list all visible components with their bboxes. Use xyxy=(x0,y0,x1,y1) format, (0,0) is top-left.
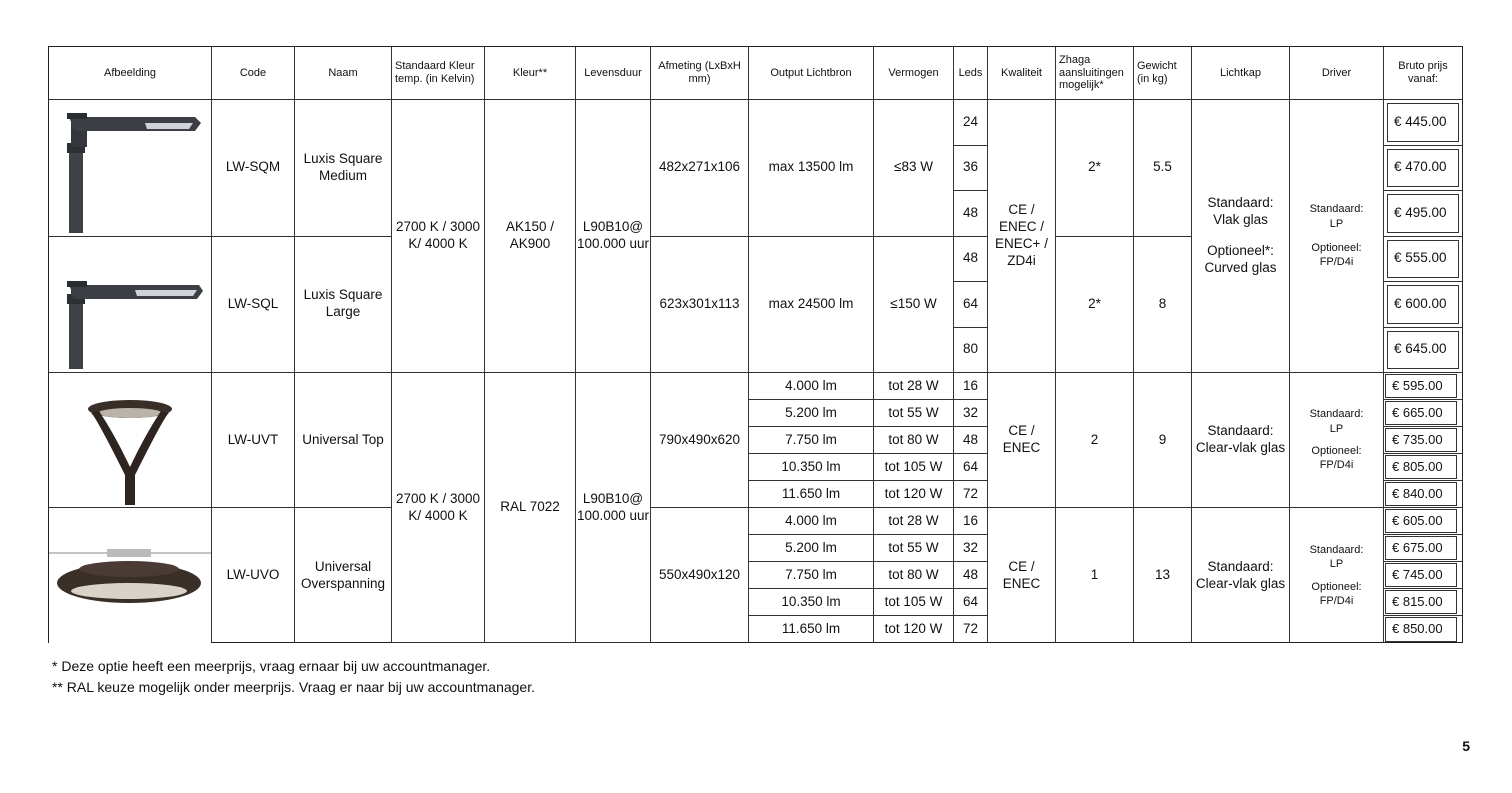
uvt-output-4: 10.350 lm xyxy=(749,454,874,481)
uvt-leds-5: 72 xyxy=(954,481,988,508)
sqm-vermogen: ≤83 W xyxy=(874,100,954,237)
uvt-image xyxy=(49,373,212,508)
product-table xyxy=(48,46,1463,643)
group2-kleurtemp: 2700 K / 3000 K/ 4000 K xyxy=(392,373,485,643)
uvo-vermogen-2: tot 55 W xyxy=(874,535,954,562)
uvt-price-5 xyxy=(1384,481,1462,508)
sql-zhaga: 2* xyxy=(1056,237,1134,374)
uvo-leds-2: 32 xyxy=(954,535,988,562)
sqm-leds-1: 24 xyxy=(954,100,988,146)
uvo-vermogen-3: tot 80 W xyxy=(874,562,954,589)
sqm-zhaga: 2* xyxy=(1056,100,1134,237)
uvo-leds-4: 64 xyxy=(954,589,988,616)
header-naam: Naam xyxy=(295,47,392,100)
uvo-output-5: 11.650 lm xyxy=(749,616,874,643)
price-value: € 470.00 xyxy=(1387,149,1459,188)
header-lichtkap: Lichtkap xyxy=(1192,47,1290,100)
uvo-vermogen-5: tot 120 W xyxy=(874,616,954,643)
uvt-driver xyxy=(1290,373,1384,508)
group1-levensduur: L90B10@ 100.000 uur xyxy=(576,100,651,373)
driver-standard: Standaard: LP xyxy=(1309,408,1364,435)
header-afmeting: Afmeting (LxBxH mm) xyxy=(651,47,749,100)
uvo-output-1: 4.000 lm xyxy=(749,508,874,535)
page-number: 5 xyxy=(1462,738,1470,754)
header-kleur: Kleur** xyxy=(485,47,576,100)
uvt-leds-1: 16 xyxy=(954,373,988,400)
price-value: € 645.00 xyxy=(1387,331,1459,370)
uvt-output-1: 4.000 lm xyxy=(749,373,874,400)
footnote-2: ** RAL keuze mogelijk onder meerprijs. Vraag er naar bij uw accountmanager. xyxy=(52,679,535,695)
sqm-afmeting: 482x271x106 xyxy=(651,100,749,237)
group1-kwaliteit: CE / ENEC / ENEC+ / ZD4i xyxy=(988,100,1056,373)
uvt-output-2: 5.200 lm xyxy=(749,400,874,427)
sql-price-3 xyxy=(1384,328,1462,374)
uvo-afmeting: 550x490x120 xyxy=(651,508,749,643)
sqm-gewicht: 5.5 xyxy=(1134,100,1192,237)
header-zhaga: Zhaga aansluitingen mogelijk* xyxy=(1056,47,1134,100)
sqm-leds-3: 48 xyxy=(954,191,988,237)
uvo-zhaga: 1 xyxy=(1056,508,1134,643)
header-kwaliteit: Kwaliteit xyxy=(988,47,1056,100)
uvt-leds-4: 64 xyxy=(954,454,988,481)
price-value: € 805.00 xyxy=(1385,455,1457,479)
price-value: € 745.00 xyxy=(1385,563,1457,587)
uvo-lichtkap: Standaard: Clear-vlak glas xyxy=(1192,508,1290,643)
sql-leds-2: 64 xyxy=(954,282,988,328)
price-value: € 665.00 xyxy=(1385,401,1457,425)
sql-afmeting: 623x301x113 xyxy=(651,237,749,374)
uvt-gewicht: 9 xyxy=(1134,373,1192,508)
price-value: € 445.00 xyxy=(1387,103,1459,142)
sqm-output: max 13500 lm xyxy=(749,100,874,237)
driver-standard: Standaard: LP xyxy=(1309,543,1364,571)
uvt-vermogen-5: tot 120 W xyxy=(874,481,954,508)
sql-code: LW-SQL xyxy=(212,237,295,374)
uvo-kwaliteit: CE / ENEC xyxy=(988,508,1056,643)
price-value: € 735.00 xyxy=(1385,428,1457,452)
uvt-lichtkap: Standaard: Clear-vlak glas xyxy=(1192,373,1290,508)
group1-kleur: AK150 / AK900 xyxy=(485,100,576,373)
header-levensduur: Levensduur xyxy=(576,47,651,100)
uvt-output-5: 11.650 lm xyxy=(749,481,874,508)
uvt-naam: Universal Top xyxy=(295,373,392,508)
price-value: € 815.00 xyxy=(1385,590,1457,614)
uvt-vermogen-3: tot 80 W xyxy=(874,427,954,454)
price-value: € 605.00 xyxy=(1385,509,1457,533)
sql-image xyxy=(49,237,212,374)
price-value: € 840.00 xyxy=(1385,482,1457,506)
header-leds: Leds xyxy=(954,47,988,100)
uvo-price-5 xyxy=(1384,616,1462,643)
uvt-kwaliteit: CE / ENEC xyxy=(988,373,1056,508)
price-value: € 595.00 xyxy=(1385,374,1457,398)
sqm-price-2 xyxy=(1384,146,1462,192)
driver-optional: Optioneel: FP/D4i xyxy=(1311,580,1362,607)
uvo-price-4 xyxy=(1384,589,1462,616)
price-value: € 555.00 xyxy=(1387,240,1459,279)
uvt-afmeting: 790x490x620 xyxy=(651,373,749,508)
sqm-price-1 xyxy=(1384,100,1462,146)
driver-optional: Optioneel: FP/D4i xyxy=(1311,242,1362,269)
sql-leds-1: 48 xyxy=(954,237,988,283)
sqm-naam: Luxis Square Medium xyxy=(295,100,392,237)
sql-vermogen: ≤150 W xyxy=(874,237,954,374)
lichtkap-optional: Optioneel*: Curved glas xyxy=(1204,243,1277,275)
header-afbeelding: Afbeelding xyxy=(49,47,212,100)
uvo-gewicht: 13 xyxy=(1134,508,1192,643)
sqm-image xyxy=(49,100,212,237)
driver-standard: Standaard: LP xyxy=(1309,203,1364,230)
header-vermogen: Vermogen xyxy=(874,47,954,100)
uvt-code: LW-UVT xyxy=(212,373,295,508)
lichtkap-standard: Standaard: Vlak glas xyxy=(1207,195,1274,228)
group1-lichtkap xyxy=(1192,100,1290,373)
uvt-zhaga: 2 xyxy=(1056,373,1134,508)
uvo-price-1 xyxy=(1384,508,1462,535)
group1-kleurtemp: 2700 K / 3000 K/ 4000 K xyxy=(392,100,485,373)
sql-output: max 24500 lm xyxy=(749,237,874,374)
header-code: Code xyxy=(212,47,295,100)
group1-driver xyxy=(1290,100,1384,373)
uvo-price-3 xyxy=(1384,562,1462,589)
price-value: € 495.00 xyxy=(1387,194,1459,233)
group2-levensduur: L90B10@ 100.000 uur xyxy=(576,373,651,643)
sql-gewicht: 8 xyxy=(1134,237,1192,374)
sql-leds-3: 80 xyxy=(954,328,988,374)
uvt-price-1 xyxy=(1384,373,1462,400)
uvt-vermogen-2: tot 55 W xyxy=(874,400,954,427)
driver-optional: Optioneel: FP/D4i xyxy=(1311,445,1362,472)
header-prijs: Bruto prijs vanaf: xyxy=(1384,47,1462,100)
uvo-price-2 xyxy=(1384,535,1462,562)
uvo-leds-5: 72 xyxy=(954,616,988,643)
uvt-leds-2: 32 xyxy=(954,400,988,427)
sqm-leds-2: 36 xyxy=(954,146,988,192)
sql-price-2 xyxy=(1384,282,1462,328)
uvt-output-3: 7.750 lm xyxy=(749,427,874,454)
price-value: € 850.00 xyxy=(1385,617,1457,642)
uvo-image xyxy=(49,508,212,643)
uvo-driver xyxy=(1290,508,1384,643)
price-value: € 675.00 xyxy=(1385,536,1457,560)
uvt-leds-3: 48 xyxy=(954,427,988,454)
footnote-1: * Deze optie heeft een meerprijs, vraag ernaar bij uw accountmanager. xyxy=(52,658,491,674)
header-driver: Driver xyxy=(1290,47,1384,100)
uvo-code: LW-UVO xyxy=(212,508,295,643)
uvt-vermogen-1: tot 28 W xyxy=(874,373,954,400)
sql-price-1 xyxy=(1384,237,1462,283)
header-output: Output Lichtbron xyxy=(749,47,874,100)
uvo-output-4: 10.350 lm xyxy=(749,589,874,616)
uvo-naam: Universal Overspanning xyxy=(295,508,392,643)
header-kleurtemp: Standaard Kleur temp. (in Kelvin) xyxy=(392,47,485,100)
uvt-price-4 xyxy=(1384,454,1462,481)
uvo-leds-1: 16 xyxy=(954,508,988,535)
uvt-vermogen-4: tot 105 W xyxy=(874,454,954,481)
sqm-code: LW-SQM xyxy=(212,100,295,237)
group2-kleur: RAL 7022 xyxy=(485,373,576,643)
sqm-price-3 xyxy=(1384,191,1462,237)
uvo-vermogen-1: tot 28 W xyxy=(874,508,954,535)
price-value: € 600.00 xyxy=(1387,285,1459,324)
uvo-leds-3: 48 xyxy=(954,562,988,589)
uvt-price-3 xyxy=(1384,427,1462,454)
uvo-output-2: 5.200 lm xyxy=(749,535,874,562)
uvo-output-3: 7.750 lm xyxy=(749,562,874,589)
header-gewicht: Gewicht (in kg) xyxy=(1134,47,1192,100)
uvt-price-2 xyxy=(1384,400,1462,427)
sql-naam: Luxis Square Large xyxy=(295,237,392,374)
uvo-vermogen-4: tot 105 W xyxy=(874,589,954,616)
